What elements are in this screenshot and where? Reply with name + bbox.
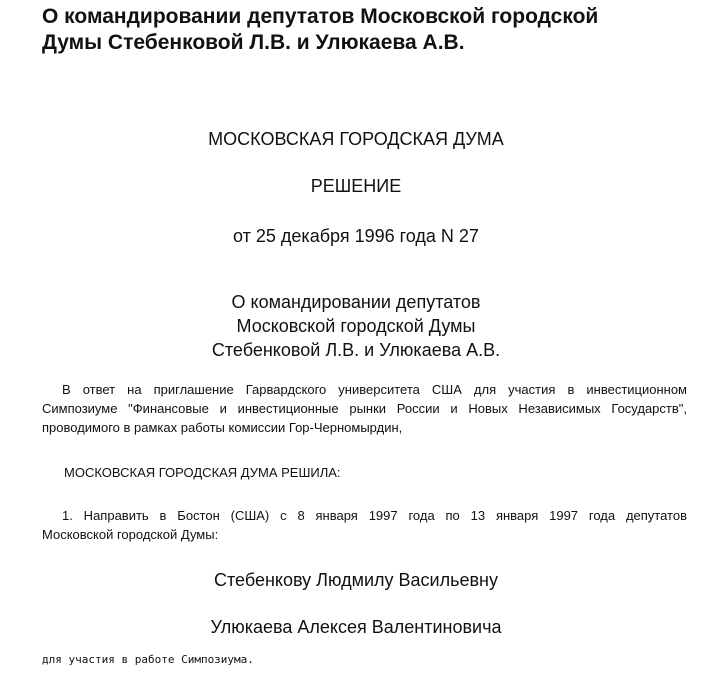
document-type-heading: РЕШЕНИЕ	[310, 176, 402, 196]
deputy-1-name: Стебенкову Людмилу Васильевну	[214, 570, 498, 590]
item-1-line-1: 1. Направить в Бостон (США) с 8 января 1997 года по 13 января 1997 года депутатов	[62, 508, 687, 523]
preamble-line-3: проводимого в рамках работы комиссии Гор-Черномырдин,	[42, 420, 403, 435]
purpose-line: для участия в работе Симпозиума.	[42, 653, 254, 666]
document-title-line-3: Стебенковой Л.В. и Улюкаева А.В.	[211, 340, 501, 360]
page-title-line-2: Думы Стебенковой Л.В. и Улюкаева А.В.	[42, 31, 465, 54]
document-title-line-1: О командировании депутатов	[231, 292, 481, 312]
deputy-2-name: Улюкаева Алексея Валентиновича	[210, 617, 502, 637]
document-title	[0, 290, 712, 362]
item-1-paragraph	[42, 506, 687, 544]
issuer-heading: МОСКОВСКАЯ ГОРОДСКАЯ ДУМА	[208, 129, 504, 149]
document-title-line-2: Московской городской Думы	[236, 316, 476, 336]
preamble-line-2: Симпозиуме "Финансовые и инвестиционные рынки России и Новых Независимых Государств",	[42, 401, 687, 416]
date-number-line: от 25 декабря 1996 года N 27	[233, 226, 479, 246]
page-title-line-1: О командировании депутатов Московской городской	[42, 5, 599, 28]
preamble-line-1: В ответ на приглашение Гарвардского университета США для участия в инвестиционном	[62, 382, 687, 397]
item-1-line-2: Московской городской Думы:	[42, 527, 219, 542]
resolution-heading: МОСКОВСКАЯ ГОРОДСКАЯ ДУМА РЕШИЛА:	[64, 465, 341, 480]
preamble-paragraph	[42, 380, 687, 437]
page-title	[42, 4, 702, 56]
